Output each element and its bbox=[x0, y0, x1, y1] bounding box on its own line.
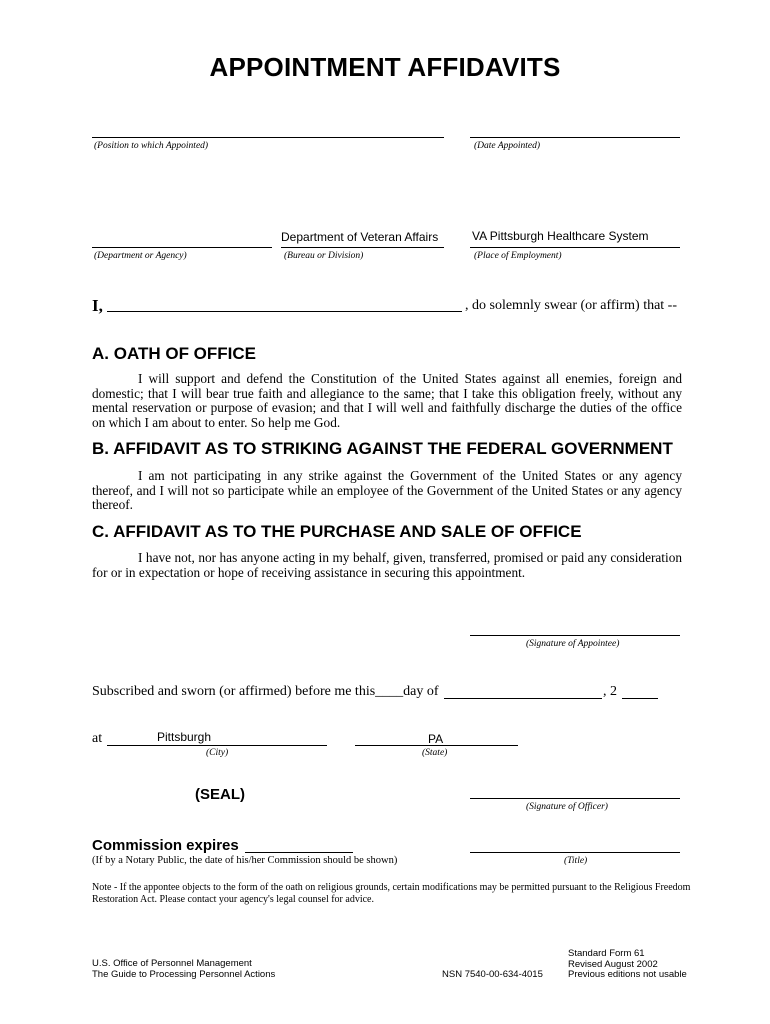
officer-signature-line[interactable] bbox=[470, 798, 680, 799]
date-appointed-caption: (Date Appointed) bbox=[474, 141, 541, 151]
religious-note: Note - If the appontee objects to the form of the oath on religious grounds, certain modifications may be permitted pursuant to the Religious Freedom Restoration Act. Please contact your agency's legal counsel for advice. bbox=[92, 882, 691, 905]
section-a-body: I will support and defend the Constitution of the United States against all enemies, foreign and domestic; that I will bear true faith and allegiance to the same; that I take this obligation freely, without any mental reservation or purpose of evasion; and that I will well and faithfully discharge the duties of the office on which I am about to enter. So help me God. bbox=[92, 371, 682, 430]
footer-form-number: Standard Form 61 bbox=[568, 948, 645, 959]
seal-label: (SEAL) bbox=[195, 786, 245, 803]
section-a-text bbox=[92, 372, 682, 430]
oath-suffix: , do solemnly swear (or affirm) that -- bbox=[465, 298, 678, 313]
footer-right bbox=[568, 949, 687, 981]
appointee-signature-line[interactable] bbox=[470, 635, 680, 636]
place-caption: (Place of Employment) bbox=[474, 251, 562, 261]
section-b-body: I am not participating in any strike against the Government of the United States or any agency thereof, and I will not so participate while an employee of the Government of the United States or any agency thereof. bbox=[92, 468, 682, 513]
section-c-heading: C. AFFIDAVIT AS TO THE PURCHASE AND SALE OF OFFICE bbox=[92, 522, 582, 541]
position-field-line[interactable] bbox=[92, 137, 444, 138]
bureau-value: Department of Veteran Affairs bbox=[281, 230, 439, 244]
title-field-line[interactable] bbox=[470, 852, 680, 853]
footer-guide: The Guide to Processing Personnel Actions bbox=[92, 968, 276, 980]
section-b-heading: B. AFFIDAVIT AS TO STRIKING AGAINST THE FEDERAL GOVERNMENT bbox=[92, 439, 673, 458]
subscribed-month-line[interactable] bbox=[444, 698, 602, 699]
city-field-line[interactable] bbox=[107, 745, 327, 746]
department-field-line[interactable] bbox=[92, 247, 272, 248]
footer-revision: Revised August 2002 bbox=[568, 958, 658, 970]
footer-left bbox=[92, 959, 275, 980]
subscribed-year-prefix: , 2 bbox=[603, 684, 617, 699]
footer-editions: Previous editions not usable bbox=[568, 969, 687, 980]
appointee-signature-caption: (Signature of Appointee) bbox=[526, 639, 620, 649]
footer-nsn: NSN 7540-00-634-4015 bbox=[442, 969, 543, 980]
at-label: at bbox=[92, 731, 103, 746]
bureau-caption: (Bureau or Division) bbox=[284, 251, 364, 261]
city-value: Pittsburgh bbox=[157, 730, 212, 744]
subscribed-text: Subscribed and sworn (or affirmed) before me this____day of bbox=[92, 684, 439, 699]
section-b-text bbox=[92, 469, 682, 513]
city-caption: (City) bbox=[206, 748, 229, 758]
place-value: VA Pittsburgh Healthcare System bbox=[472, 229, 649, 243]
place-field-line[interactable] bbox=[470, 247, 680, 248]
footer-agency: U.S. Office of Personnel Management bbox=[92, 958, 252, 969]
page-title: APPOINTMENT AFFIDAVITS bbox=[209, 52, 561, 82]
date-appointed-field-line[interactable] bbox=[470, 137, 680, 138]
oath-prefix: I, bbox=[92, 296, 103, 315]
subscribed-year-line[interactable] bbox=[622, 698, 658, 699]
position-caption: (Position to which Appointed) bbox=[94, 141, 209, 151]
state-field-line[interactable] bbox=[355, 745, 518, 746]
section-c-body: I have not, nor has anyone acting in my behalf, given, transferred, promised or paid any consideration for or in expectation or hope of receiving assistance in securing this appointment. bbox=[92, 550, 682, 580]
department-caption: (Department or Agency) bbox=[94, 251, 187, 261]
state-caption: (State) bbox=[422, 748, 448, 758]
section-a-heading: A. OATH OF OFFICE bbox=[92, 344, 257, 363]
commission-label: Commission expires bbox=[92, 837, 239, 854]
title-caption: (Title) bbox=[564, 856, 588, 866]
commission-date-line[interactable] bbox=[245, 852, 353, 853]
section-c-text bbox=[92, 551, 682, 580]
state-value: PA bbox=[428, 732, 444, 746]
bureau-field-line[interactable] bbox=[281, 247, 444, 248]
commission-note: (If by a Notary Public, the date of his/her Commission should be shown) bbox=[92, 855, 398, 866]
oath-name-line[interactable] bbox=[107, 311, 462, 312]
officer-signature-caption: (Signature of Officer) bbox=[526, 802, 608, 812]
